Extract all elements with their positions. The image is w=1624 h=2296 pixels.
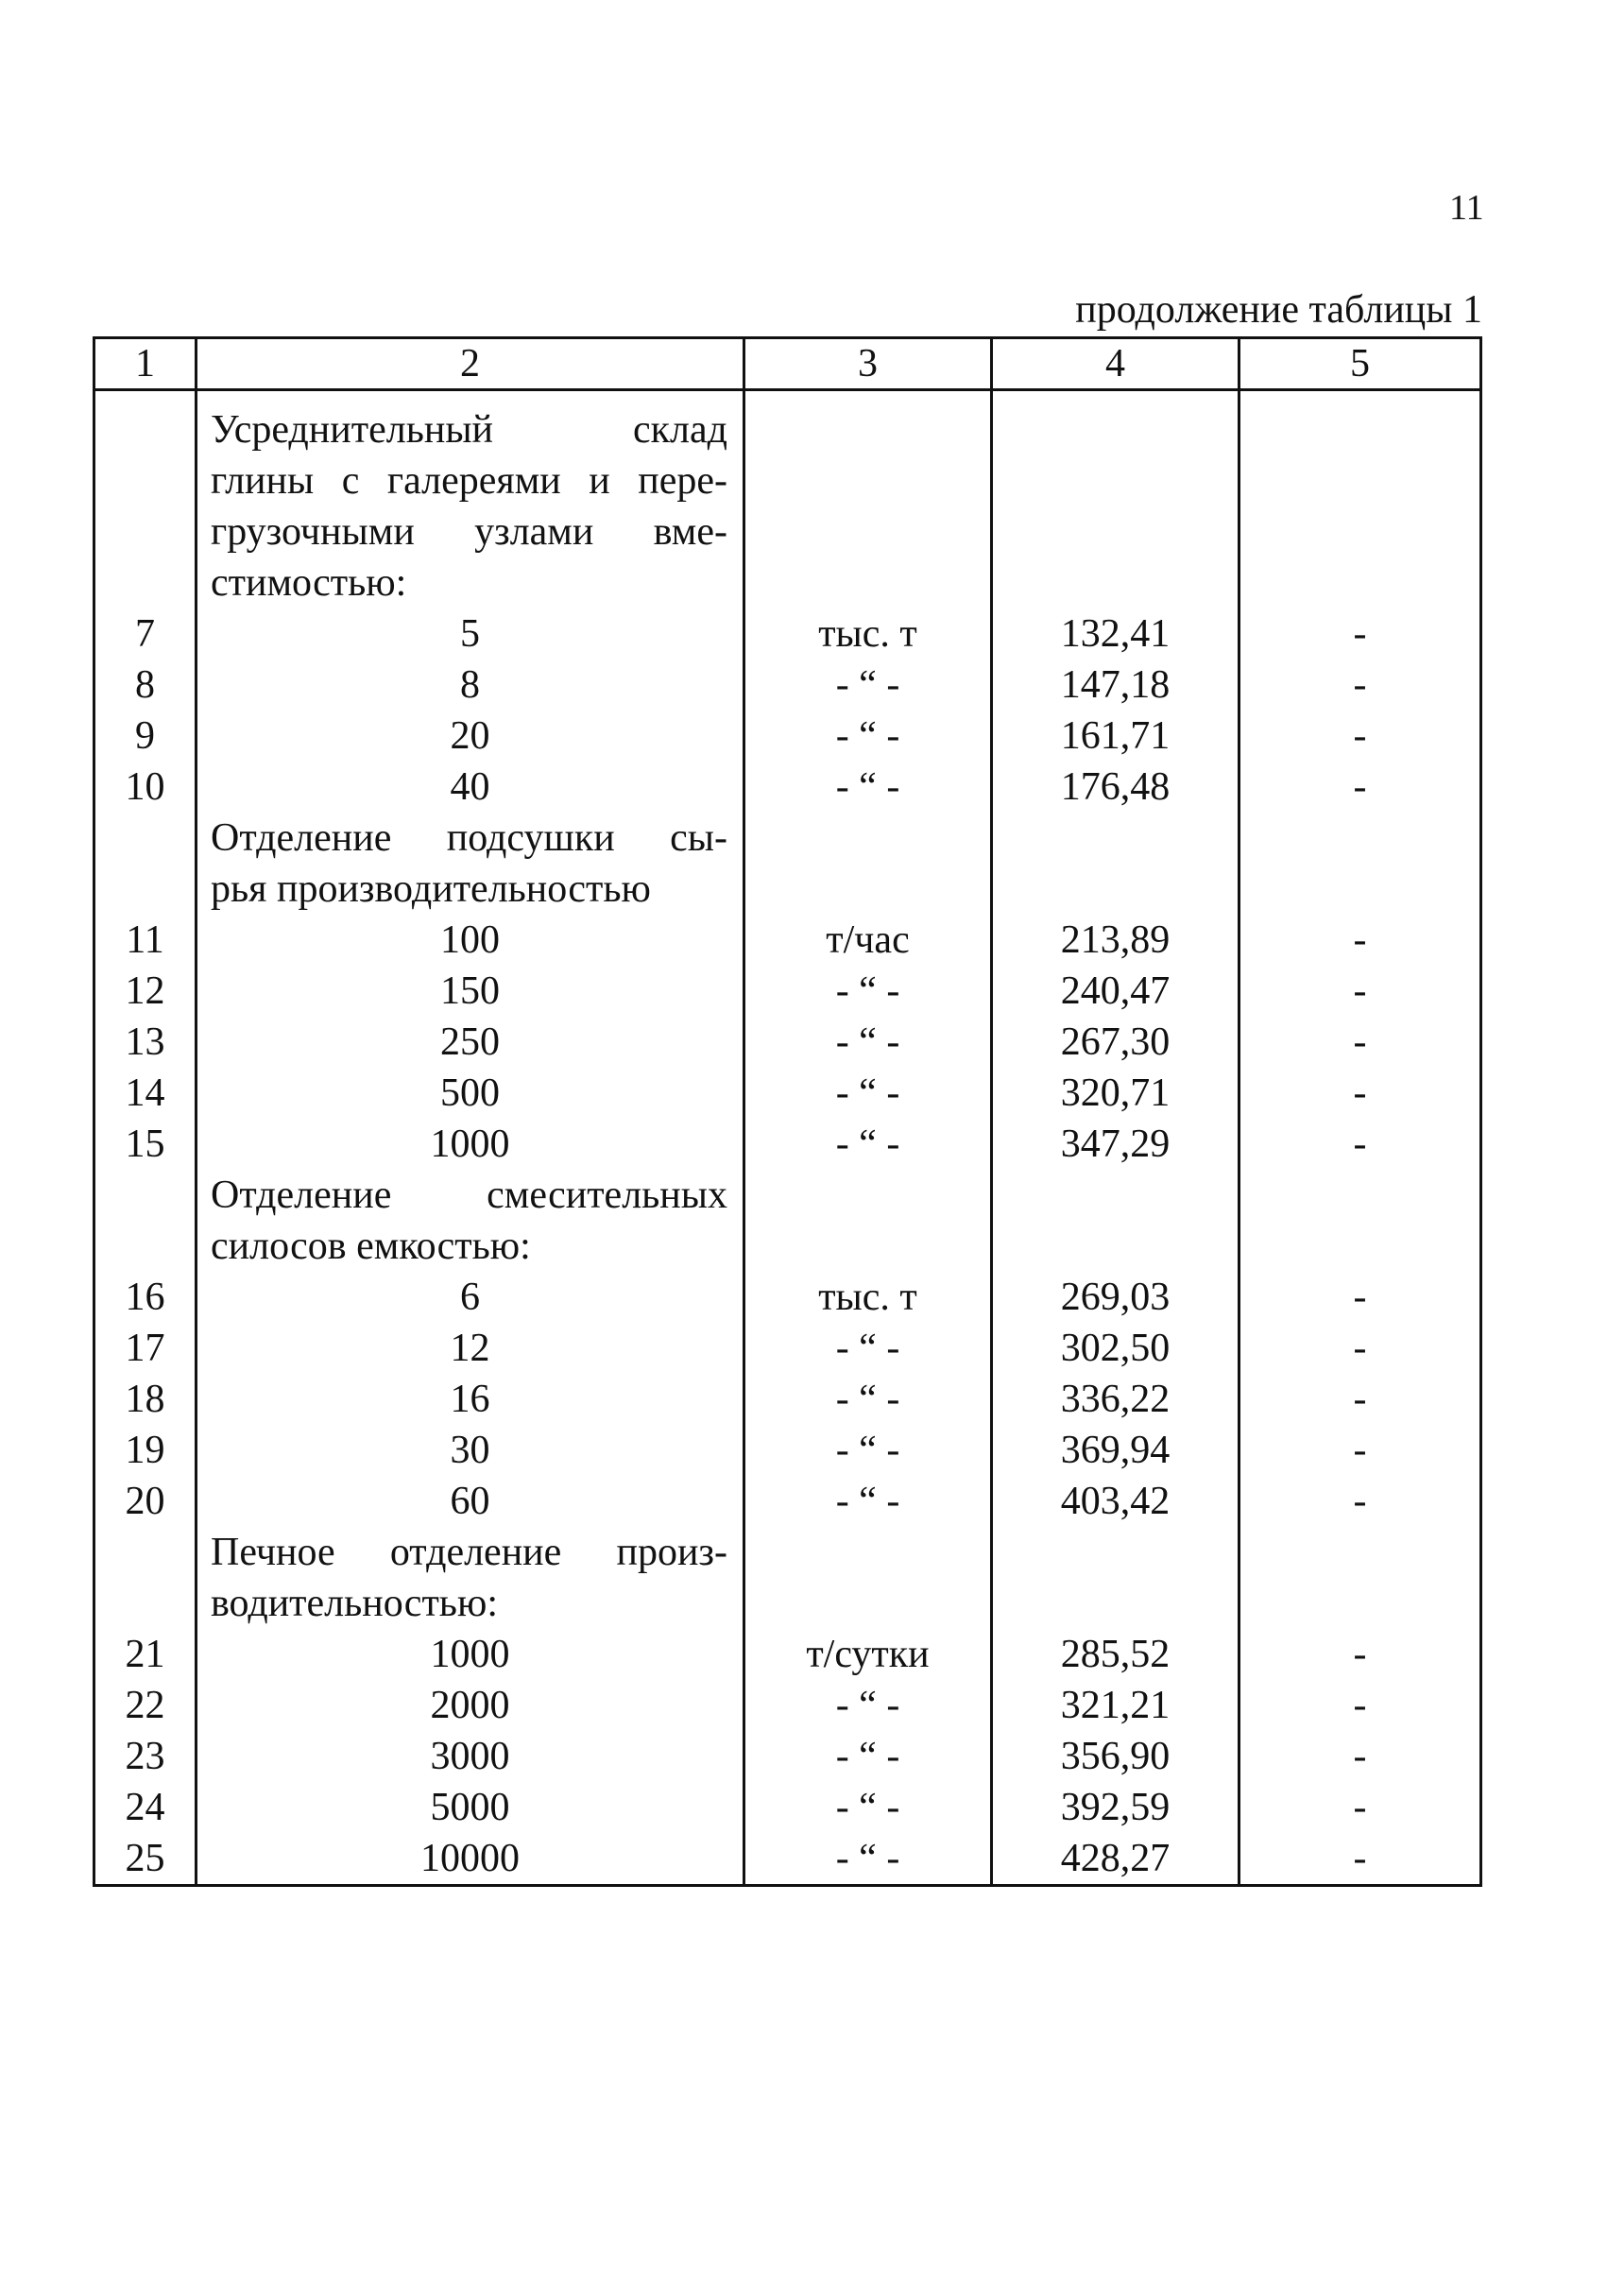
section-col5-cell	[1239, 390, 1481, 609]
unit-cell: - “ -	[744, 1782, 992, 1833]
price-cell: 347,29	[992, 1119, 1239, 1170]
price-cell: 369,94	[992, 1425, 1239, 1476]
table-row	[94, 1833, 1481, 1886]
table-row	[94, 1629, 1481, 1680]
unit-cell: - “ -	[744, 1374, 992, 1425]
section-title-row	[94, 813, 1481, 915]
capacity-cell: 16	[197, 1374, 744, 1425]
table-row	[94, 608, 1481, 660]
section-title-line: водительностью:	[211, 1582, 499, 1625]
column5-cell: -	[1239, 1476, 1481, 1527]
section-unit-cell	[744, 1527, 992, 1629]
unit-cell: т/час	[744, 915, 992, 966]
section-title-line: Отделение подсушки сы-	[211, 816, 727, 860]
column5-cell: -	[1239, 1068, 1481, 1119]
column5-cell: -	[1239, 660, 1481, 711]
column5-cell: -	[1239, 1374, 1481, 1425]
table-row	[94, 1425, 1481, 1476]
section-price-cell	[992, 390, 1239, 609]
column5-cell: -	[1239, 1272, 1481, 1323]
row-number-cell: 20	[94, 1476, 197, 1527]
price-cell: 336,22	[992, 1374, 1239, 1425]
row-number-cell: 18	[94, 1374, 197, 1425]
column5-cell: -	[1239, 1017, 1481, 1068]
section-title-line: Усреднительный склад	[211, 408, 727, 452]
capacity-cell: 3000	[197, 1731, 744, 1782]
row-number-cell: 21	[94, 1629, 197, 1680]
table-row	[94, 1017, 1481, 1068]
column5-cell: -	[1239, 762, 1481, 813]
table-row	[94, 1731, 1481, 1782]
unit-cell: т/сутки	[744, 1629, 992, 1680]
section-title	[197, 390, 744, 609]
table-row	[94, 711, 1481, 762]
unit-cell: - “ -	[744, 711, 992, 762]
table-continuation-label: продолжение таблицы 1	[1075, 288, 1482, 332]
section-title	[197, 1527, 744, 1629]
column5-cell: -	[1239, 711, 1481, 762]
capacity-cell: 10000	[197, 1833, 744, 1886]
price-cell: 428,27	[992, 1833, 1239, 1886]
table-header-row	[94, 338, 1481, 390]
section-col5-cell	[1239, 1170, 1481, 1272]
row-number-cell: 11	[94, 915, 197, 966]
unit-cell: тыс. т	[744, 1272, 992, 1323]
table-row	[94, 660, 1481, 711]
section-unit-cell	[744, 1170, 992, 1272]
section-num-cell	[94, 1527, 197, 1629]
section-num-cell	[94, 1170, 197, 1272]
table-row	[94, 1476, 1481, 1527]
table-row	[94, 1782, 1481, 1833]
section-num-cell	[94, 390, 197, 609]
column5-cell: -	[1239, 1119, 1481, 1170]
row-number-cell: 13	[94, 1017, 197, 1068]
row-number-cell: 14	[94, 1068, 197, 1119]
capacity-cell: 5	[197, 608, 744, 660]
section-title-line: силосов емкостью:	[211, 1225, 531, 1268]
row-number-cell: 19	[94, 1425, 197, 1476]
section-title-row	[94, 390, 1481, 609]
row-number-cell: 15	[94, 1119, 197, 1170]
table-row	[94, 915, 1481, 966]
unit-cell: - “ -	[744, 1476, 992, 1527]
row-number-cell: 16	[94, 1272, 197, 1323]
capacity-cell: 100	[197, 915, 744, 966]
section-num-cell	[94, 813, 197, 915]
row-number-cell: 12	[94, 966, 197, 1017]
section-price-cell	[992, 813, 1239, 915]
section-col5-cell	[1239, 813, 1481, 915]
capacity-cell: 12	[197, 1323, 744, 1374]
row-number-cell: 22	[94, 1680, 197, 1731]
section-title	[197, 813, 744, 915]
price-cell: 269,03	[992, 1272, 1239, 1323]
column5-cell: -	[1239, 1323, 1481, 1374]
column-header-4: 4	[992, 338, 1239, 390]
table-body	[94, 390, 1481, 1886]
section-title-line: Печное отделение произ-	[211, 1531, 727, 1574]
row-number-cell: 25	[94, 1833, 197, 1886]
price-cell: 403,42	[992, 1476, 1239, 1527]
capacity-cell: 60	[197, 1476, 744, 1527]
column5-cell: -	[1239, 966, 1481, 1017]
unit-cell: - “ -	[744, 1680, 992, 1731]
row-number-cell: 10	[94, 762, 197, 813]
unit-cell: - “ -	[744, 1425, 992, 1476]
capacity-cell: 5000	[197, 1782, 744, 1833]
column-header-1: 1	[94, 338, 197, 390]
price-cell: 213,89	[992, 915, 1239, 966]
row-number-cell: 7	[94, 608, 197, 660]
section-title-line: рья производительностью	[211, 867, 651, 911]
capacity-cell: 20	[197, 711, 744, 762]
price-table	[93, 336, 1482, 1887]
section-col5-cell	[1239, 1527, 1481, 1629]
section-unit-cell	[744, 390, 992, 609]
column5-cell: -	[1239, 1680, 1481, 1731]
price-cell: 285,52	[992, 1629, 1239, 1680]
table-row	[94, 966, 1481, 1017]
row-number-cell: 24	[94, 1782, 197, 1833]
capacity-cell: 500	[197, 1068, 744, 1119]
price-cell: 161,71	[992, 711, 1239, 762]
unit-cell: - “ -	[744, 1323, 992, 1374]
section-title	[197, 1170, 744, 1272]
column5-cell: -	[1239, 1782, 1481, 1833]
capacity-cell: 8	[197, 660, 744, 711]
column5-cell: -	[1239, 1833, 1481, 1886]
price-cell: 302,50	[992, 1323, 1239, 1374]
column-header-3: 3	[744, 338, 992, 390]
section-price-cell	[992, 1170, 1239, 1272]
unit-cell: - “ -	[744, 1833, 992, 1886]
table-row	[94, 1374, 1481, 1425]
column-header-2: 2	[197, 338, 744, 390]
table-row	[94, 1323, 1481, 1374]
column-header-5: 5	[1239, 338, 1481, 390]
price-cell: 267,30	[992, 1017, 1239, 1068]
price-cell: 321,21	[992, 1680, 1239, 1731]
price-cell: 356,90	[992, 1731, 1239, 1782]
capacity-cell: 1000	[197, 1629, 744, 1680]
table-row	[94, 1068, 1481, 1119]
section-title-row	[94, 1170, 1481, 1272]
section-unit-cell	[744, 813, 992, 915]
section-title-row	[94, 1527, 1481, 1629]
row-number-cell: 23	[94, 1731, 197, 1782]
table-row	[94, 1680, 1481, 1731]
capacity-cell: 2000	[197, 1680, 744, 1731]
price-cell: 320,71	[992, 1068, 1239, 1119]
unit-cell: - “ -	[744, 1068, 992, 1119]
capacity-cell: 6	[197, 1272, 744, 1323]
table-row	[94, 762, 1481, 813]
row-number-cell: 8	[94, 660, 197, 711]
price-cell: 240,47	[992, 966, 1239, 1017]
column5-cell: -	[1239, 1629, 1481, 1680]
table-row	[94, 1272, 1481, 1323]
table-row	[94, 1119, 1481, 1170]
capacity-cell: 30	[197, 1425, 744, 1476]
column5-cell: -	[1239, 1425, 1481, 1476]
unit-cell: - “ -	[744, 660, 992, 711]
price-cell: 392,59	[992, 1782, 1239, 1833]
row-number-cell: 9	[94, 711, 197, 762]
column5-cell: -	[1239, 915, 1481, 966]
page-number: 11	[1449, 188, 1484, 228]
price-cell: 147,18	[992, 660, 1239, 711]
unit-cell: тыс. т	[744, 608, 992, 660]
capacity-cell: 250	[197, 1017, 744, 1068]
price-cell: 176,48	[992, 762, 1239, 813]
section-title-line: стимостью:	[211, 561, 407, 605]
capacity-cell: 40	[197, 762, 744, 813]
unit-cell: - “ -	[744, 966, 992, 1017]
column5-cell: -	[1239, 608, 1481, 660]
row-number-cell: 17	[94, 1323, 197, 1374]
unit-cell: - “ -	[744, 1017, 992, 1068]
section-title-line: глины с галереями и пере-	[211, 459, 727, 503]
section-title-line: грузочными узлами вме-	[211, 510, 727, 554]
capacity-cell: 150	[197, 966, 744, 1017]
unit-cell: - “ -	[744, 1119, 992, 1170]
column5-cell: -	[1239, 1731, 1481, 1782]
price-cell: 132,41	[992, 608, 1239, 660]
capacity-cell: 1000	[197, 1119, 744, 1170]
section-title-line: Отделение смесительных	[211, 1174, 727, 1217]
unit-cell: - “ -	[744, 762, 992, 813]
unit-cell: - “ -	[744, 1731, 992, 1782]
section-price-cell	[992, 1527, 1239, 1629]
